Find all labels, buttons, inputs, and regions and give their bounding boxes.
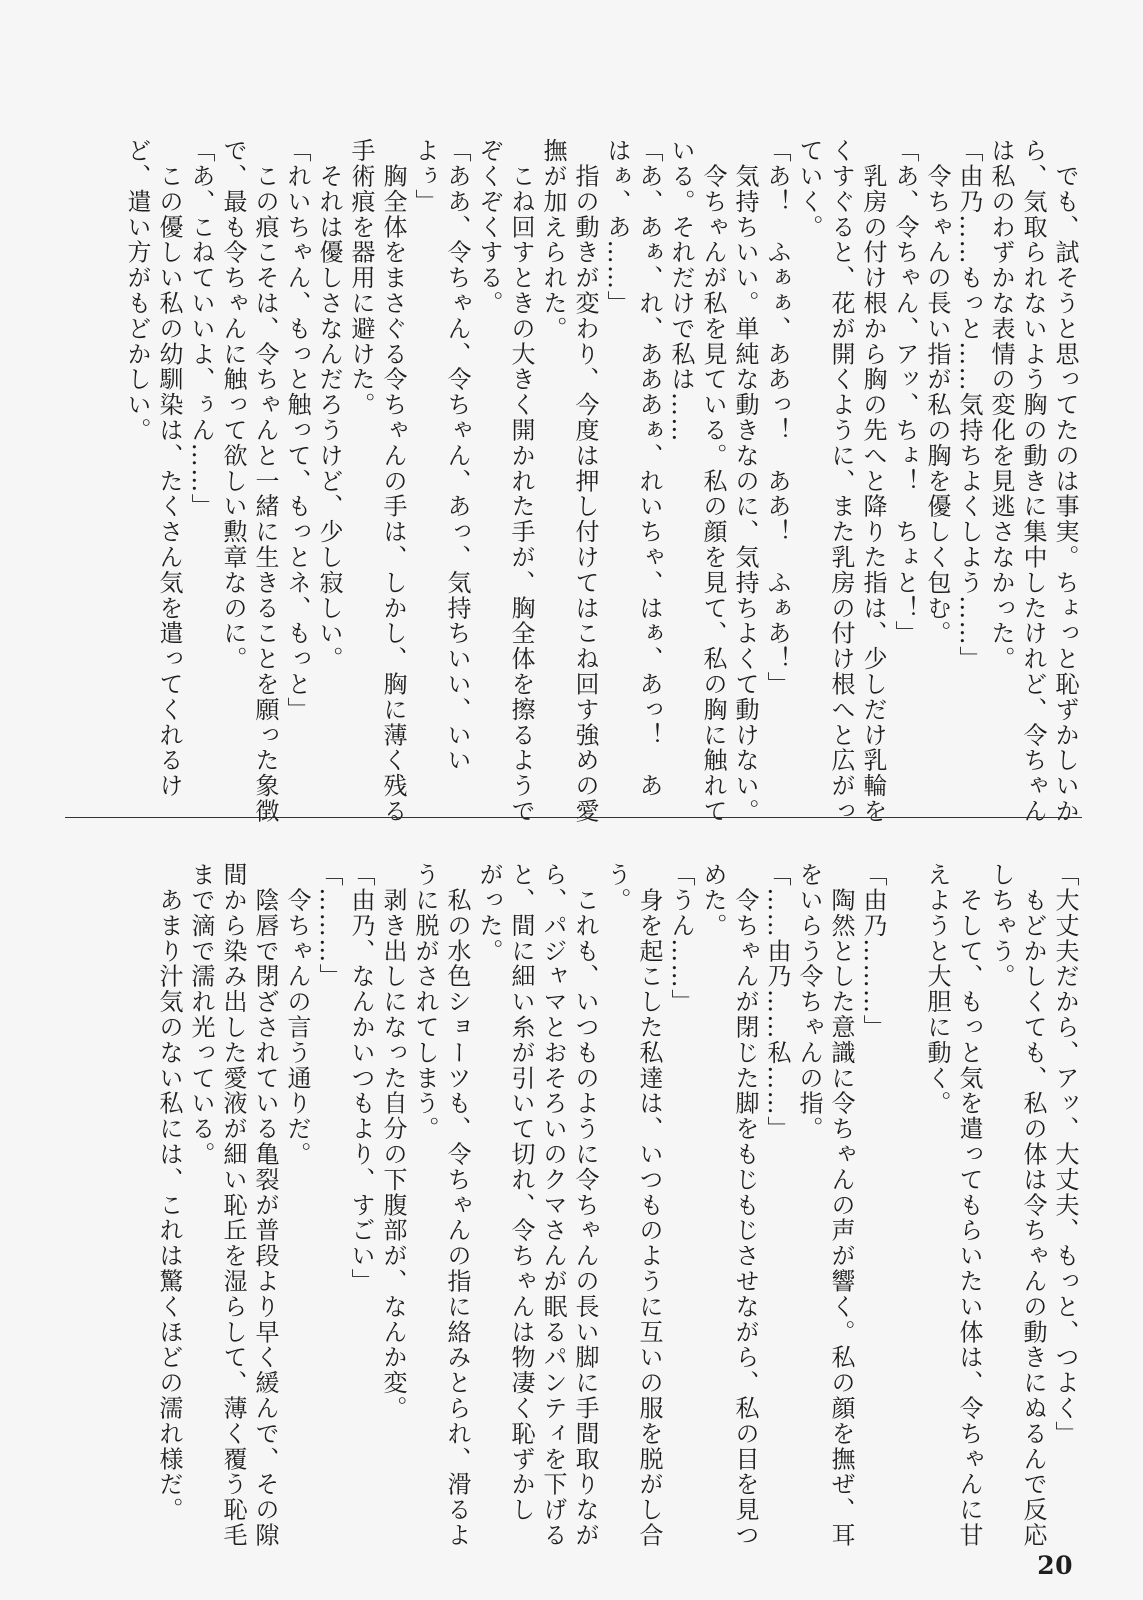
text-line: 陶然とした意識に令ちゃんの声が響く。私の顔を撫ぜ、耳 [827,862,855,1548]
text-line: この優しい私の幼馴染は、たくさん気を遣ってくれるけ [155,138,183,799]
text-line: くすぐると、花が開くように、また乳房の付け根へと広がっ [827,138,855,824]
text-line: 乳房の付け根から胸の先へと降りた指は、少しだけ乳輪を [859,138,887,824]
text-line: しちゃう。 [987,862,1015,989]
text-line: いる。それだけで私は…… [667,138,695,443]
upper-text-block [121,138,1081,824]
text-line: もどかしくても、私の体は令ちゃんの動きにぬるんで反応 [1019,862,1047,1548]
text-line: と、間に細い糸が引いて切れ、令ちゃんは物凄く恥ずかし [507,862,535,1523]
text-line: あまり汁気のない私には、これは驚くほどの濡れ様だ。 [155,862,183,1523]
text-line: そして、もっと気を遣ってもらいたい体は、令ちゃんに甘 [955,862,983,1548]
text-line: はぁ、あ……」 [603,138,631,316]
text-line: 「れいちゃん、もっと触って、もっとネ、もっと」 [283,138,311,723]
text-line: は私のわずかな表情の変化を見逃さなかった。 [987,138,1015,672]
text-line: こね回すときの大きく開かれた手が、胸全体を擦るようで [507,138,535,824]
text-line: 撫が加えられた。 [539,138,567,342]
text-line: 令ちゃんが閉じた脚をもじもじさせながら、私の目を見つ [731,862,759,1548]
text-line: 令ちゃんの言う通りだ。 [283,862,311,1167]
text-line: ら、パジャマとおそろいのクマさんが眠るパンティを下げる [539,862,567,1548]
text-line: 胸全体をまさぐる令ちゃんの手は、しかし、胸に薄く残る [379,138,407,824]
text-line: 「あ！ ふぁぁ、ああっ！ ああ！ ふぁあ！」 [763,138,791,697]
text-line: 陰唇で閉ざされている亀裂が普段より早く緩んで、その隙 [251,862,279,1548]
text-line: がった。 [475,862,503,964]
text-line: ていく。 [795,138,823,240]
text-line: でも、試そうと思ってたのは事実。ちょっと恥ずかしいか [1051,138,1079,824]
text-line: ら、気取られないよう胸の動きに集中したけれど、令ちゃん [1019,138,1047,824]
text-line: ど、遣い方がもどかしい。 [123,138,151,443]
text-line: 「由乃、なんかいつもより、すごい」 [347,862,375,1294]
text-line: 令ちゃんの長い指が私の胸を優しく包む。 [923,138,951,646]
text-line: 私の水色ショーツも、令ちゃんの指に絡みとられ、滑るよ [443,862,471,1548]
text-line: 「ああ、令ちゃん、令ちゃん、あっ、気持ちいい、いい [443,138,471,773]
text-line: めた。 [699,862,727,939]
text-line: 手術痕を器用に避けた。 [347,138,375,418]
text-line [889,862,921,1502]
text-line: 「由乃……もっと……気持ちよくしよう……」 [955,138,983,672]
text-line: 「由乃………」 [859,862,887,1040]
text-line: まで滴で濡れ光っている。 [187,862,215,1167]
text-line: よぅ」 [411,138,439,215]
text-line: 「うん……」 [667,862,695,1015]
text-line: で、最も令ちゃんに触って欲しい勲章なのに。 [219,138,247,672]
text-line: 気持ちいい。単純な動きなのに、気持ちよくて動けない。 [731,138,759,824]
text-line: ぞくぞくする。 [475,138,503,316]
text-line: 「あ、こねていいよ、ぅん……」 [187,138,215,519]
text-line: それは優しさなんだろうけど、少し寂しい。 [315,138,343,672]
text-line: 「大丈夫だから、アッ、大丈夫、もっと、つよく」 [1051,862,1079,1447]
text-line: 間から染み出した愛液が細い恥丘を湿らして、薄く覆う恥毛 [219,862,247,1548]
text-line: をいらう令ちゃんの指。 [795,862,823,1142]
text-line: この痕こそは、令ちゃんと一緒に生きることを願った象徴 [251,138,279,824]
text-line: 剥き出しになった自分の下腹部が、なんか変。 [379,862,407,1421]
text-line: これも、いつものように令ちゃんの長い脚に手間取りなが [571,862,599,1548]
text-line: 「……由乃……私……」 [763,862,791,1142]
text-line: う。 [603,862,631,913]
text-line: 「あ、令ちゃん、アッ、ちょ！ ちょと！」 [891,138,919,646]
section-divider [65,817,1082,818]
text-line: 指の動きが変わり、今度は押し付けてはこね回す強めの愛 [571,138,599,824]
text-line: 「あ、あぁ、れ、あああぁ、れいちゃ、はぁ、あっ！ あ [635,138,663,799]
text-line: うに脱がされてしまう。 [411,862,439,1142]
text-line: 身を起こした私達は、いつものように互いの服を脱がし合 [635,862,663,1548]
page-number: 20 [1037,1551,1073,1580]
text-line: 「………」 [315,862,343,989]
text-line: えようと大胆に動く。 [923,862,951,1116]
lower-text-block [153,862,1081,1548]
text-line: 令ちゃんが私を見ている。私の顔を見て、私の胸に触れて [699,138,727,824]
